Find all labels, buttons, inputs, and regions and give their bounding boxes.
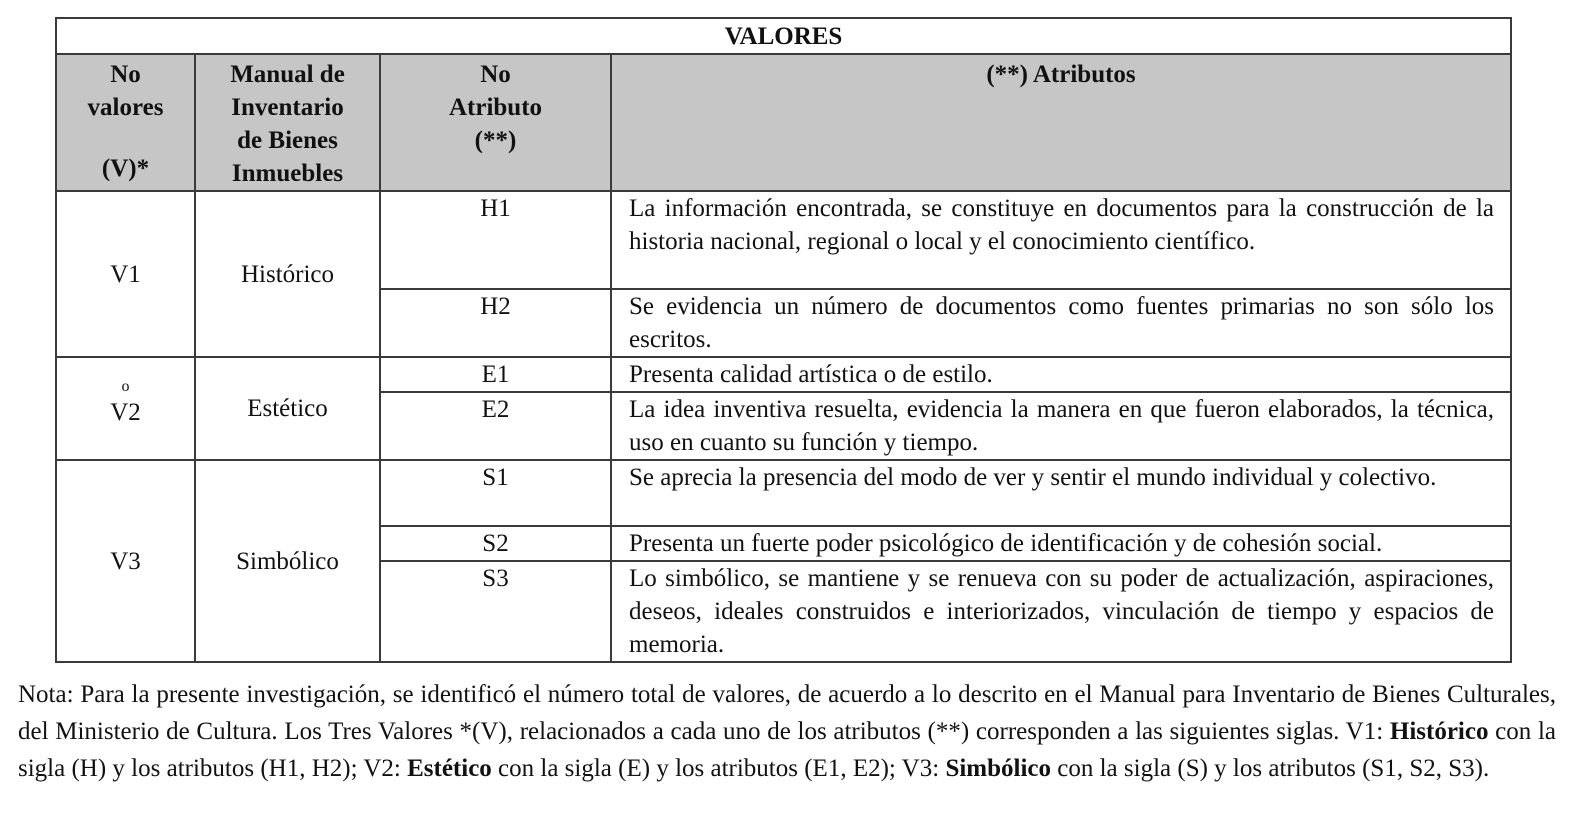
attribute-code: E1 bbox=[380, 357, 611, 392]
attribute-code: S3 bbox=[380, 561, 611, 662]
attribute-description: La idea inventiva resuelta, evidencia la manera en que fueron elaborados, la técnica, uso en cuanto su función y tiempo. bbox=[611, 392, 1511, 460]
attribute-code: S1 bbox=[380, 460, 611, 526]
table-note: Nota: Para la presente investigación, se identificó el número total de valores, de acuerdo a lo descrito en el Manual para Inventario de Bienes Culturales, del Ministerio de Cultura. Los Tres Valores *(V), relacionados a cada uno de los atributos (**) corresponden a las siguientes siglas. V1: Histórico con la sigla (H) y los atributos (H1, H2); V2: Estético con la sigla (E) y los atributos (E1, E2); V3: Simbólico con la sigla (S) y los atributos (S1, S2, S3). bbox=[18, 681, 1557, 782]
table-title: VALORES bbox=[56, 18, 1511, 54]
note-historico: Histórico bbox=[1389, 718, 1489, 745]
manual-category-historico: Histórico bbox=[195, 191, 380, 357]
table-row bbox=[56, 191, 1511, 289]
attribute-description: Lo simbólico, se mantiene y se renueva con su poder de actualización, aspiraciones, deseos, ideales construidos e interiorizados, vinculación de tiempo y espacios de memoria. bbox=[611, 561, 1511, 662]
value-code-v2: V2 bbox=[110, 399, 141, 426]
value-code-v1: V1 bbox=[56, 191, 195, 357]
header-manual: Manual de Inventario de Bienes Inmuebles bbox=[195, 54, 380, 191]
manual-category-simbolico: Simbólico bbox=[195, 460, 380, 662]
table-row bbox=[56, 460, 1511, 526]
note-simbolico: Simbólico bbox=[945, 755, 1052, 782]
manual-category-estetico: Estético bbox=[195, 357, 380, 460]
header-no-valores: No valores (V)* bbox=[56, 54, 195, 191]
note-estetico: Estético bbox=[407, 755, 492, 782]
header-atributos: (**) Atributos bbox=[611, 54, 1511, 191]
attribute-code: E2 bbox=[380, 392, 611, 460]
valores-table bbox=[55, 17, 1512, 663]
value-code-v2-cell bbox=[56, 357, 195, 460]
attribute-description: Se aprecia la presencia del modo de ver y sentir el mundo individual y colectivo. bbox=[611, 460, 1511, 526]
attribute-code: H2 bbox=[380, 289, 611, 357]
value-code-v3: V3 bbox=[56, 460, 195, 662]
degree-mark: o bbox=[121, 378, 130, 395]
attribute-description: Se evidencia un número de documentos como fuentes primarias no son sólo los escritos. bbox=[611, 289, 1511, 357]
table-row bbox=[56, 357, 1511, 392]
attribute-description: Presenta un fuerte poder psicológico de identificación y de cohesión social. bbox=[611, 526, 1511, 561]
attribute-description: Presenta calidad artística o de estilo. bbox=[611, 357, 1511, 392]
attribute-description: La información encontrada, se constituye en documentos para la construcción de la historia nacional, regional o local y el conocimiento científico. bbox=[611, 191, 1511, 289]
attribute-code: S2 bbox=[380, 526, 611, 561]
header-no-atributo: No Atributo (**) bbox=[380, 54, 611, 191]
attribute-code: H1 bbox=[380, 191, 611, 289]
